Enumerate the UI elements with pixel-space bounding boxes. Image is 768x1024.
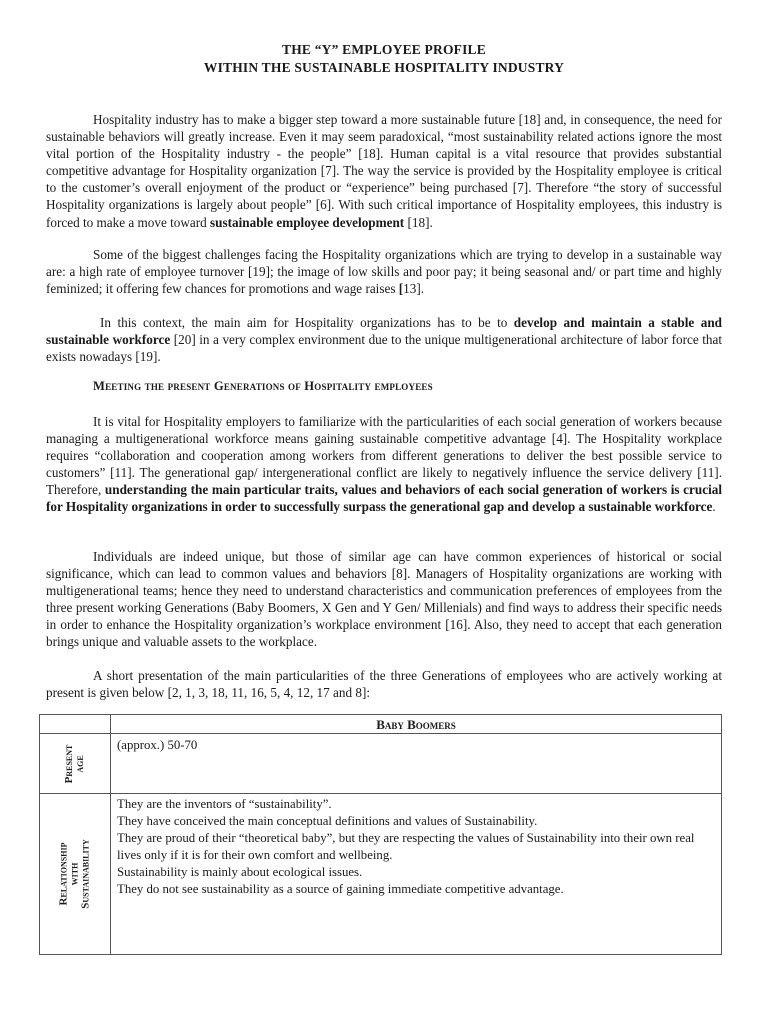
section-heading: Meeting the present Generations of Hospitality employees — [93, 379, 433, 393]
table-corner-cell — [40, 715, 111, 734]
intro-p1-end: [18]. — [407, 214, 433, 230]
row-label-relationship-with-sustainability — [40, 794, 111, 955]
row-label-line: Relationship — [57, 842, 70, 906]
intro-p2-text: Some of the biggest challenges facing the Hospitality organizations which are trying to develop in a sustainable way are: a high rate of employee turnover [19]; the image of low skills and poor pay; it being seasonal and/ or part time and highly feminized; it offering few chances for promotions and wage raises — [46, 247, 722, 297]
row-label-line: age — [74, 754, 86, 773]
row-label-line: Sustainability — [79, 839, 92, 909]
intro-p3-bold: develop and maintain a stable and sustainable workforce — [46, 315, 722, 348]
present-age-value: (approx.) 50-70 — [111, 734, 722, 794]
section-p1-start: It is vital for Hospitality employers to familiarize with the particularities of each social generation of workers because managing a multigenerational workforce means gaining sustainable competitive advantage [4]. The Hospitality workplace requires “collaboration and cooperation among workers from different generations to deliver the best possible service to customers” [11]. The generational gap/ intergenerational conflict are likely to negatively influence the service delivery [11]. Therefore, — [46, 414, 722, 498]
row-label-line: with — [68, 862, 81, 886]
intro-p1-bold: sustainable employee development — [210, 214, 405, 230]
intro-p2-end: 13]. — [403, 281, 425, 297]
relationship-description — [111, 794, 722, 955]
table-row — [40, 794, 722, 955]
row-label-line: Present — [63, 744, 75, 783]
intro-paragraph-1 — [46, 111, 722, 231]
column-header-baby-boomers: Baby Boomers — [111, 715, 722, 734]
title-line-2: WITHIN THE SUSTAINABLE HOSPITALITY INDUSTRY — [203, 60, 565, 75]
list-item: They are the inventors of “sustainability”. — [117, 797, 332, 811]
list-item: They do not see sustainability as a source of gaining immediate competitive advantage. — [117, 882, 564, 896]
list-item: They have conceived the main conceptual definitions and values of Sustainability. — [117, 814, 538, 828]
table-row — [40, 734, 722, 794]
intro-p2-bold: [ — [398, 281, 404, 297]
list-item: Sustainability is mainly about ecological issues. — [117, 865, 363, 879]
section-p3-text: A short presentation of the main particularities of the three Generations of employees who are actively working at present is given below [2, 1, 3, 18, 11, 16, 5, 4, 12, 17 and 8]: — [46, 668, 722, 701]
section-p1-end: . — [712, 499, 716, 515]
intro-p1-text: Hospitality industry has to make a bigger step toward a more sustainable future [18] and, in consequence, the need for sustainable behaviors will greatly increase. Even it may seem paradoxical, “most sustainability related actions ignore the most vital portion of the Hospitality industry - the people” [18]. Human capital is a vital resource that provides substantial competitive advantage for Hospitality organization [7]. The way the service is provided by the Hospitality employee is critical to the customer’s overall enjoyment of the product or “experience” being purchased [7]. Therefore “the story of successful Hospitality organizations is largely about people” [6]. With such critical importance of Hospitality employees, this industry is forced to make a move toward — [46, 112, 722, 230]
intro-paragraph-2 — [46, 246, 722, 297]
section-paragraph-1 — [46, 413, 722, 516]
section-paragraph-2 — [46, 548, 722, 651]
generations-table — [39, 714, 722, 955]
title-line-1: THE “Y” EMPLOYEE PROFILE — [282, 42, 486, 57]
table-header-row — [40, 715, 722, 734]
intro-p3-start: In this context, the main aim for Hospitality organizations has to be to — [100, 315, 508, 330]
section-p1-bold: understanding the main particular traits, values and behaviors of each social generation of workers is crucial for Hospitality organizations in order to successfully surpass the generational gap and develop a sustainable workforce — [46, 482, 722, 515]
intro-p3-end: [20] in a very complex environment due to the unique multigenerational architecture of labor force that exists nowadays [19]. — [46, 332, 722, 365]
row-label-present-age — [40, 734, 111, 794]
section-p2-text: Individuals are indeed unique, but those of similar age can have common experiences of historical or social significance, which can lead to common values and behaviors [8]. Managers of Hospitality organizations are working with multigenerational teams; hence they need to understand characteristics and communication preferences of employees from the three present working Generations (Baby Boomers, X Gen and Y Gen/ Millenials) and find ways to address their specific needs in order to enhance the Hospitality organization’s workplace environment [16]. Also, they need to accept that each generation brings unique and valuable assets to the workplace. — [46, 549, 722, 650]
section-paragraph-3 — [46, 667, 722, 701]
intro-paragraph-3 — [46, 314, 722, 365]
list-item: They are proud of their “theoretical baby”, but they are respecting the values of Sustainability into their own real lives only if it is for their own comfort and wellbeing. — [117, 831, 695, 862]
